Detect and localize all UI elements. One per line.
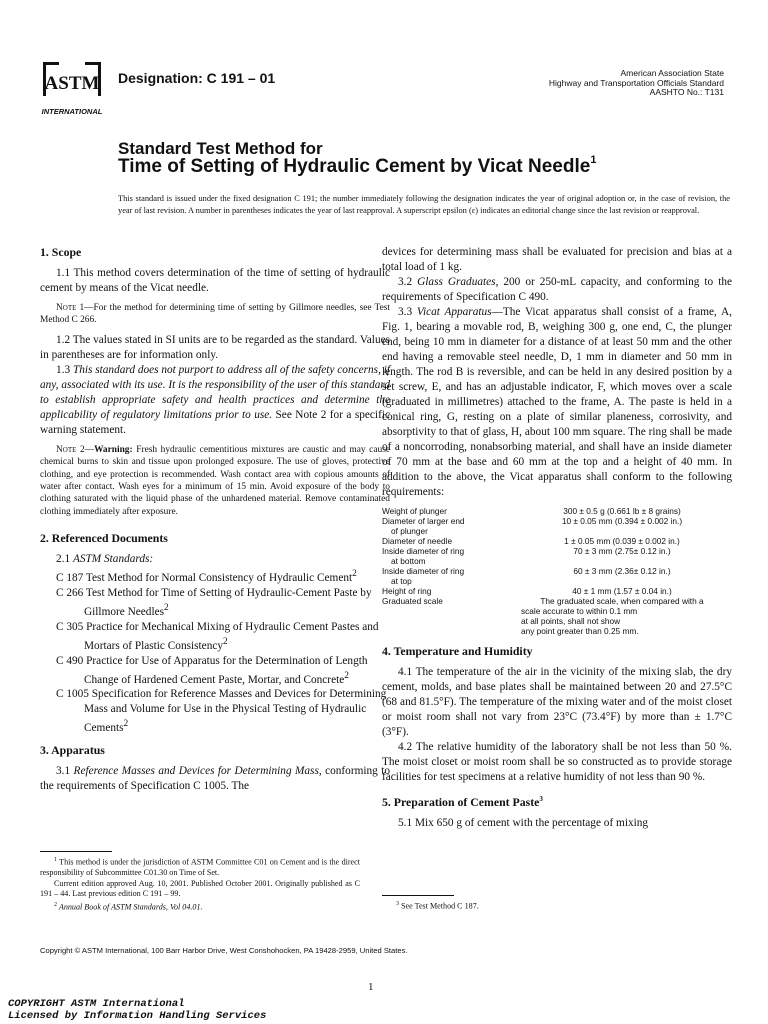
heading-text: 5. Preparation of Cement Paste [382,794,540,809]
reference-text: C 305 Practice for Mechanical Mixing of Hydraulic Cement Pastes and Mortars of Plastic Consistency [56,620,379,652]
section-heading-apparatus: 3. Apparatus [40,743,105,758]
footnote [40,879,360,900]
right-column [382,245,732,831]
reference-text: C 490 Practice for Use of Apparatus for the Determination of Length Change of Hardened Cement Paste, Mortar, and Concrete [56,654,368,686]
paragraph-2-1 [40,552,390,567]
requirements-row [382,506,732,516]
intro-paragraph: This standard is issued under the fixed designation C 191; the number immediately following the designation indicates the year of original adoption or, in the case of revision, the year of last revision. A number in parentheses indicates the year of last reapproval. A superscript epsilon (ε) indicates an editorial change since the last revision or reapproval. [118,194,730,215]
note-1 [40,302,390,327]
requirement-name: Inside diameter of ring [382,546,465,556]
license-watermark-line-2: Licensed by Information Handling Services [8,1010,267,1022]
paragraph-5-1: 5.1 Mix 650 g of cement with the percentage of mixing [398,816,649,829]
para-num: 2.1 [56,553,73,566]
section-heading-scope: 1. Scope [40,245,82,259]
note-num: 2— [76,444,95,455]
org-block [549,69,724,98]
copyright-line: Copyright © ASTM International, 100 Barr Harbor Drive, West Conshohocken, PA 19428-2959, United States. [40,946,408,955]
footnote-ref: 2 [223,636,228,647]
footnote-text: Current edition approved Aug. 10, 2001. Published October 2001. Originally published as C 191 – 44. Last previous edition C 191 – 99. [40,878,360,899]
requirement-value-cont: at all points, shall not show [521,616,621,626]
requirement-value-cont: any point greater than 0.25 mm. [521,626,639,636]
paragraph-3-3 [382,305,732,500]
para-num: 3.2 [398,276,418,288]
footnote-text: Annual Book of ASTM Standards, Vol 04.01. [57,902,203,912]
safety-statement: This standard does not purport to address all of the safety concerns, if any, associated with its use. It is the responsibility of the user of this standard to establish appropriate safety and health practices and determine the applicability of regulatory limitations prior to use. [40,363,390,421]
para-tail: See Note 2 for a specific warning statement. [40,408,390,436]
paragraph-1-2: 1.2 The values stated in SI units are to be regarded as the standard. Values in parentheses are for information only. [40,333,391,361]
footnote [40,900,360,913]
vicat-apparatus-label: Vicat Apparatus [416,306,492,318]
footnote-ref: 2 [352,569,357,580]
reference-item [56,620,390,654]
title-footnote-ref: 1 [590,154,597,166]
section-heading-referenced-documents: 2. Referenced Documents [40,531,168,546]
footnote-ref: 2 [123,719,129,730]
note-text: Fresh hydraulic cementitious mixtures are caustic and may cause chemical burns to skin and tissue upon prolonged exposure. The use of gloves, protective clothing, and eye protection is recommended. Wash contact area with copious amounts of water after contact. Wash eyes for a minimum of 15 min. Avoid exposure of the body to clothing saturated with the liquid phase of the unhardened material. Remove contaminated clothing immediately after exposure. [40,444,390,517]
license-watermark-line-1: COPYRIGHT ASTM International [8,998,185,1010]
title-line-2 [118,156,596,178]
reference-item [56,654,390,688]
footnote-text: See Test Method C 187. [399,901,479,911]
requirement-value: 300 ± 0.5 g (0.661 lb ± 8 grains) [563,506,681,516]
requirement-value: 60 ± 3 mm (2.36± 0.12 in.) [573,566,671,576]
requirement-name-cont: at bottom [391,556,426,566]
requirement-name: Diameter of needle [382,536,453,546]
org-line: American Association State [620,68,724,78]
requirements-row [382,566,732,586]
requirements-row [382,546,732,566]
footnote-num: 1 [54,857,57,863]
paragraph-1-1: 1.1 This method covers determination of the time of setting of hydraulic cement by means of the Vicat needle. [40,267,390,294]
paragraph-continued: devices for determining mass shall be evaluated for precision and bias at a total load of 1 kg. [382,246,732,273]
requirement-name: Height of ring [382,586,432,596]
requirement-value: 1 ± 0.05 mm (0.039 ± 0.002 in.) [564,536,680,546]
requirement-value-cont: scale accurate to within 0.1 mm [521,606,638,616]
footnote-text: This method is under the jurisdiction of ASTM Committee C01 on Cement and is the direct responsibility of Subcommittee C01.30 on Time of Set. [40,857,360,878]
warning-label: Warning: [94,444,133,455]
left-column [40,245,390,794]
note-label: Note [56,303,77,313]
org-line: AASHTO No.: T131 [649,87,724,98]
paragraph-1-3 [40,363,390,438]
section-heading-preparation [382,792,732,810]
requirements-row [382,596,732,636]
footnote-ref: 3 [539,795,543,803]
requirement-name-cont: of plunger [391,526,428,536]
requirement-value: 10 ± 0.05 mm (0.394 ± 0.002 in.) [561,516,683,526]
requirement-name: Inside diameter of ring [382,566,465,576]
reference-text: C 266 Test Method for Time of Setting of Hydraulic-Cement Paste by Gillmore Needles [56,587,372,618]
para-num: 3.1 [56,765,74,778]
footnote-right [382,899,722,912]
paragraph-3-1 [40,764,390,794]
title-line-1: Standard Test Method for [118,139,323,158]
footnote-rule [40,851,112,852]
astm-logo [33,56,111,118]
note-text: 1—For the method for determining time of setting by Gillmore needles, see Test Method C 266. [40,303,390,326]
footnote-num: 3 [396,901,399,907]
requirement-name: Weight of plunger [382,506,447,516]
requirements-table [382,506,732,636]
para-num: 1.3 [56,363,73,376]
astm-standards-label: ASTM Standards: [72,553,154,566]
note-2 [40,444,390,518]
org-line: Highway and Transportation Officials Standard [548,77,724,88]
paragraph-3-2 [382,275,732,305]
glass-graduates-label: Glass Graduates [417,276,496,288]
designation: Designation: C 191 – 01 [118,70,276,86]
footnote-num: 2 [54,902,57,909]
requirement-value: 70 ± 3 mm (2.75± 0.12 in.) [573,546,671,556]
requirement-value-block [512,596,732,636]
reference-item [56,687,390,736]
requirement-value: The graduated scale, when compared with a [540,596,704,606]
requirement-name: Diameter of larger end [382,516,465,526]
reference-item [56,567,390,586]
reference-item [56,586,390,620]
footnote [40,855,360,879]
requirement-name-cont: at top [391,576,412,586]
para-tail: , conforming to the requirements of Specification C 1005. The [40,765,391,793]
requirements-row [382,586,732,596]
reference-text: C 1005 Specification for Reference Masses and Devices for Determining Mass and Volume for Use in the Physical Testing of Hydraulic Cements [56,688,387,735]
footnotes-left [40,855,360,913]
footnote-rule [382,895,454,896]
paragraph-4-2: 4.2 The relative humidity of the laboratory shall be not less than 50 %. The moist closet or moist room shall be so constructed as to provide storage facilities for test specimens at a relative humidity of not less than 90 %. [382,741,732,783]
logo-text: ASTM [44,73,100,94]
para-num: 3.3 [398,306,417,318]
note-label: Note [56,444,77,455]
paragraph-4-1: 4.1 The temperature of the air in the vicinity of the mixing slab, the dry cement, molds, and base plates shall be maintained between 20 and 27.5°C (68 and 81.5°F). The temperature of the mixing water and of the moist closet or moist room shall not vary from 23°C (73.4°F) by more than ± 1.7°C (3°F). [382,666,732,738]
requirement-name: Graduated scale [382,596,443,606]
apparatus-name: Reference Masses and Devices for Determining Mass [73,765,319,778]
page-number: 1 [368,981,374,993]
footnote-ref: 2 [164,603,169,614]
requirements-row [382,536,732,546]
requirements-row [382,516,732,536]
section-heading-temperature: 4. Temperature and Humidity [382,644,533,658]
logo-subtext: INTERNATIONAL [41,107,103,116]
footnote-ref: 2 [344,670,349,681]
requirement-value: 40 ± 1 mm (1.57 ± 0.04 in.) [572,586,672,596]
reference-text: C 187 Test Method for Normal Consistency of Hydraulic Cement [56,572,353,585]
title-text: Time of Setting of Hydraulic Cement by Vicat Needle [118,156,591,177]
para-tail: —The Vicat apparatus shall consist of a frame, A, Fig. 1, bearing a movable rod, B, weighing 300 g, one end, C, the plunger end, being 10 mm in diameter for a distance of at least 50 mm and the other end having a removable steel needle, D, 1 mm in diameter and 50 mm in length. The rod B is reversible, and can be held in any desired position by a set screw, E, and has an adjustable indicator, F, which moves over a scale (graduated in millimetres) attached to the frame, A. The paste is held in a conical ring, G, resting on a plate of similar planeness, corrosivity, and absorptivity to that of glass, H, about 100 mm square. The ring shall be made of a noncorroding, nonabsorbing material, and shall have an inside diameter of 70 mm at the base and 60 mm at the top and a height of 40 mm. In addition to the above, the Vicat apparatus shall conform to the following requirements: [382,306,733,498]
para-tail: , 200 or 250-mL capacity, and conforming to the requirements of Specification C 490. [382,276,733,303]
